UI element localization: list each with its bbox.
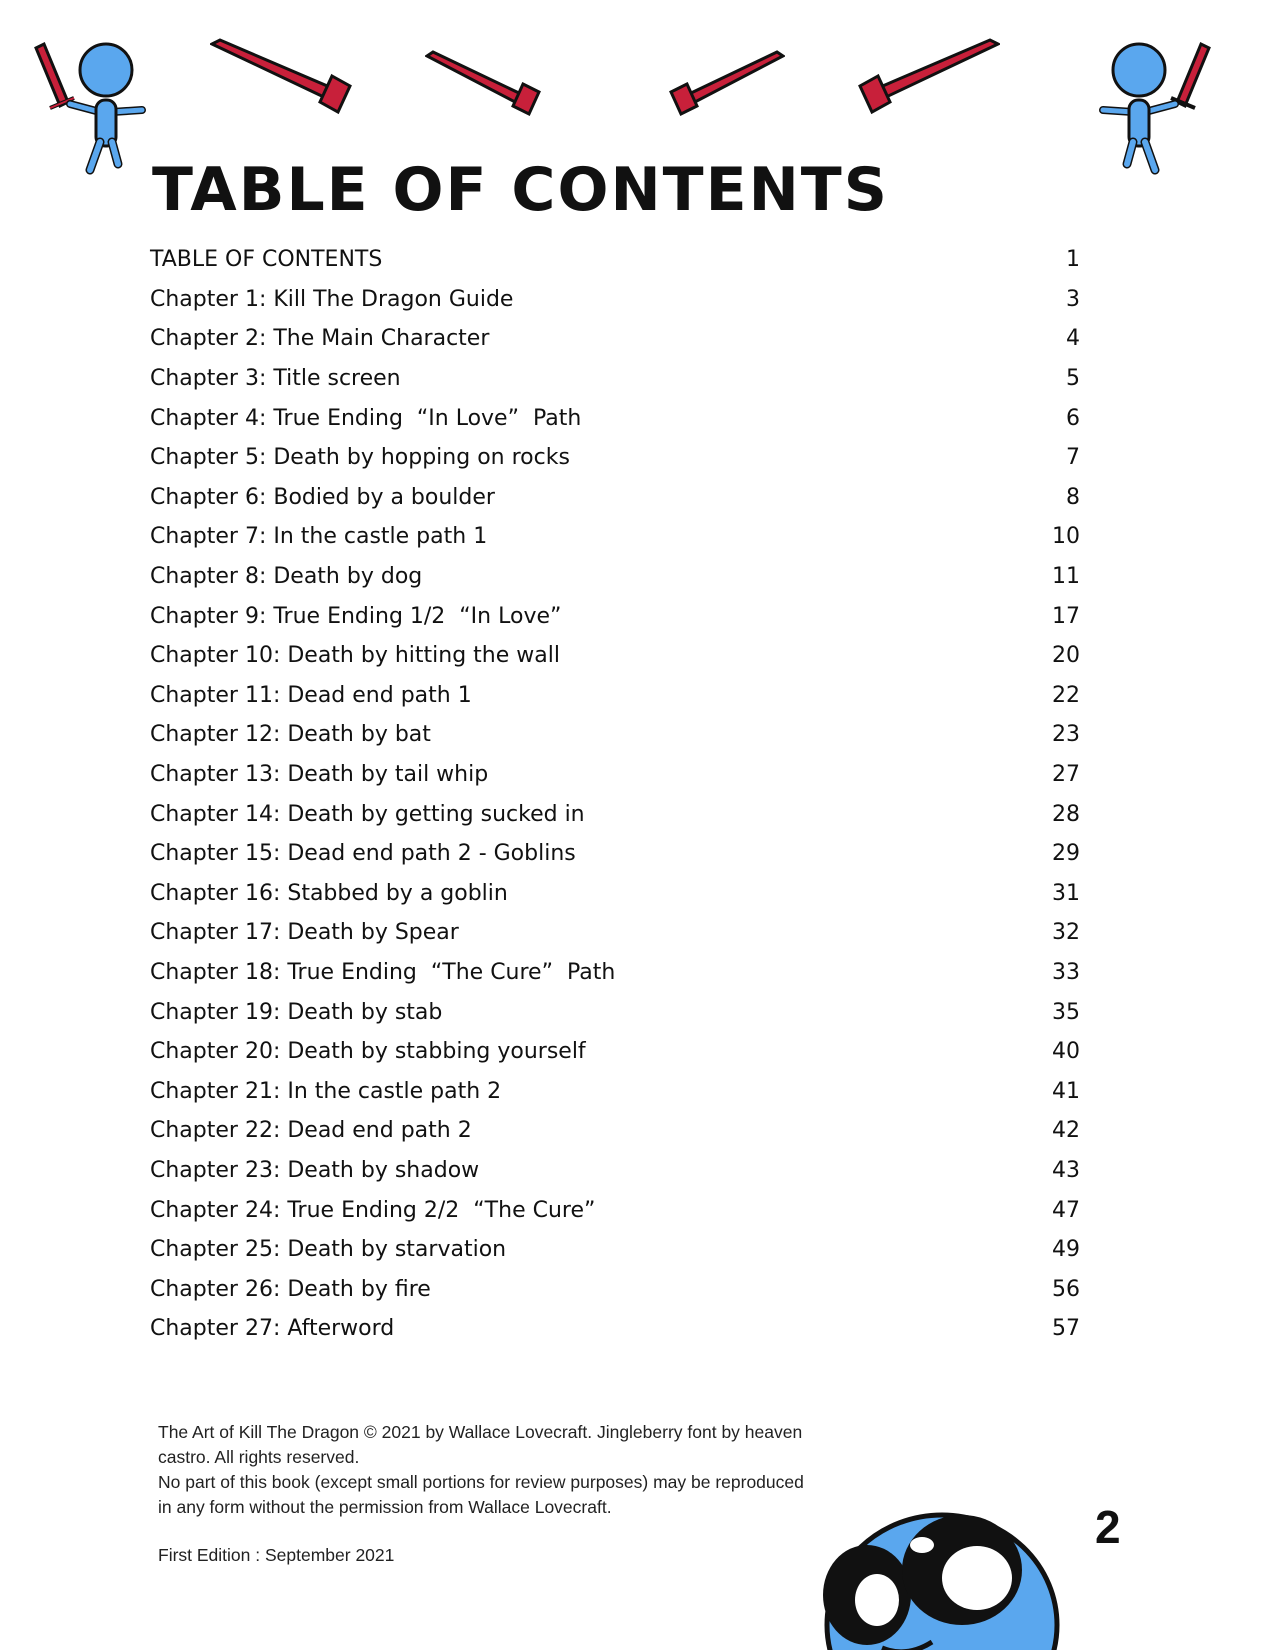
toc-entry (150, 1230, 1080, 1270)
toc-entry (150, 874, 1080, 914)
toc-entry-title: Chapter 27: Afterword (150, 1316, 395, 1342)
toc-entry (150, 438, 1080, 478)
knight-left-icon (30, 40, 155, 175)
sword-icon (425, 50, 555, 120)
toc-entry (150, 1190, 1080, 1230)
toc-entry (150, 953, 1080, 993)
toc-entry-title: Chapter 15: Dead end path 2 - Goblins (150, 841, 576, 867)
toc-entry (150, 596, 1080, 636)
toc-entry (150, 319, 1080, 359)
page-title: TABLE OF CONTENTS (152, 155, 889, 225)
toc-entry-title: Chapter 2: The Main Character (150, 326, 490, 352)
toc-entry-page: 56 (1052, 1276, 1080, 1302)
toc-entry-page: 32 (1052, 920, 1080, 946)
blob-face-icon (822, 1500, 1072, 1650)
edition-note: First Edition : September 2021 (158, 1545, 395, 1565)
toc-entry-title: Chapter 9: True Ending 1/2 “In Love” (150, 603, 562, 629)
toc-entry-page: 41 (1052, 1078, 1080, 1104)
sword-icon (210, 38, 360, 118)
toc-entry-title: Chapter 25: Death by starvation (150, 1237, 507, 1263)
table-of-contents (150, 240, 1080, 1349)
toc-entry-page: 49 (1052, 1237, 1080, 1263)
toc-entry-page: 42 (1052, 1118, 1080, 1144)
toc-entry-title: Chapter 19: Death by stab (150, 999, 443, 1025)
toc-entry-page: 6 (1066, 405, 1080, 431)
toc-entry-title: Chapter 7: In the castle path 1 (150, 524, 488, 550)
toc-entry-page: 31 (1052, 880, 1080, 906)
toc-entry-title: Chapter 18: True Ending “The Cure” Path (150, 959, 616, 985)
toc-entry-page: 47 (1052, 1197, 1080, 1223)
copyright-line: No part of this book (except small portions for review purposes) may be reproduced in any form without the permission from Wallace Lovecraft. (158, 1472, 804, 1517)
toc-entry (150, 834, 1080, 874)
copyright-line: The Art of Kill The Dragon © 2021 by Wallace Lovecraft. Jingleberry font by heaven castro. All rights reserved. (158, 1422, 803, 1467)
toc-entry (150, 280, 1080, 320)
toc-entry (150, 755, 1080, 795)
toc-entry (150, 676, 1080, 716)
toc-entry-page: 28 (1052, 801, 1080, 827)
toc-entry-page: 20 (1052, 643, 1080, 669)
toc-entry-title: Chapter 20: Death by stabbing yourself (150, 1039, 586, 1065)
toc-entry-page: 22 (1052, 682, 1080, 708)
toc-entry-page: 1 (1066, 247, 1080, 273)
toc-entry-page: 23 (1052, 722, 1080, 748)
toc-entry-title: Chapter 22: Dead end path 2 (150, 1118, 472, 1144)
toc-entry-page: 27 (1052, 762, 1080, 788)
toc-entry (150, 240, 1080, 280)
copyright-notice (158, 1420, 818, 1520)
toc-entry-title: Chapter 16: Stabbed by a goblin (150, 880, 508, 906)
toc-entry (150, 478, 1080, 518)
toc-entry-page: 35 (1052, 999, 1080, 1025)
toc-entry-page: 43 (1052, 1157, 1080, 1183)
toc-entry-title: Chapter 8: Death by dog (150, 564, 423, 590)
sword-icon (850, 38, 1000, 118)
toc-entry (150, 557, 1080, 597)
toc-entry (150, 1151, 1080, 1191)
toc-entry-title: Chapter 24: True Ending 2/2 “The Cure” (150, 1197, 596, 1223)
toc-entry-title: Chapter 14: Death by getting sucked in (150, 801, 585, 827)
toc-entry-page: 5 (1066, 366, 1080, 392)
toc-entry-page: 29 (1052, 841, 1080, 867)
toc-entry (150, 794, 1080, 834)
toc-entry (150, 1071, 1080, 1111)
toc-entry-title: Chapter 10: Death by hitting the wall (150, 643, 560, 669)
toc-entry-title: Chapter 17: Death by Spear (150, 920, 459, 946)
toc-entry-title: Chapter 5: Death by hopping on rocks (150, 445, 570, 471)
toc-entry (150, 992, 1080, 1032)
toc-entry-title: Chapter 3: Title screen (150, 366, 401, 392)
toc-entry (150, 398, 1080, 438)
toc-entry-page: 57 (1052, 1316, 1080, 1342)
toc-entry (150, 636, 1080, 676)
page-number: 2 (1095, 1501, 1121, 1553)
toc-entry-page: 10 (1052, 524, 1080, 550)
toc-entry-page: 11 (1052, 564, 1080, 590)
toc-entry (150, 715, 1080, 755)
sword-icon (655, 50, 785, 120)
toc-entry-page: 7 (1066, 445, 1080, 471)
toc-entry-title: TABLE OF CONTENTS (150, 247, 383, 273)
toc-entry-title: Chapter 12: Death by bat (150, 722, 431, 748)
toc-entry-title: Chapter 26: Death by fire (150, 1276, 431, 1302)
toc-entry (150, 1032, 1080, 1072)
toc-entry (150, 913, 1080, 953)
toc-entry-page: 8 (1066, 484, 1080, 510)
toc-entry-page: 4 (1066, 326, 1080, 352)
toc-entry (150, 1111, 1080, 1151)
toc-entry (150, 1269, 1080, 1309)
toc-entry-title: Chapter 4: True Ending “In Love” Path (150, 405, 582, 431)
toc-entry-title: Chapter 1: Kill The Dragon Guide (150, 286, 514, 312)
toc-entry-title: Chapter 11: Dead end path 1 (150, 682, 472, 708)
toc-entry-page: 3 (1066, 286, 1080, 312)
toc-entry-title: Chapter 23: Death by shadow (150, 1157, 480, 1183)
toc-entry (150, 1309, 1080, 1349)
toc-entry (150, 359, 1080, 399)
toc-entry-page: 33 (1052, 959, 1080, 985)
toc-entry-title: Chapter 6: Bodied by a boulder (150, 484, 495, 510)
knight-right-icon (1090, 40, 1215, 175)
toc-entry-page: 17 (1052, 603, 1080, 629)
toc-entry (150, 517, 1080, 557)
toc-entry-title: Chapter 13: Death by tail whip (150, 762, 489, 788)
toc-entry-page: 40 (1052, 1039, 1080, 1065)
toc-entry-title: Chapter 21: In the castle path 2 (150, 1078, 502, 1104)
